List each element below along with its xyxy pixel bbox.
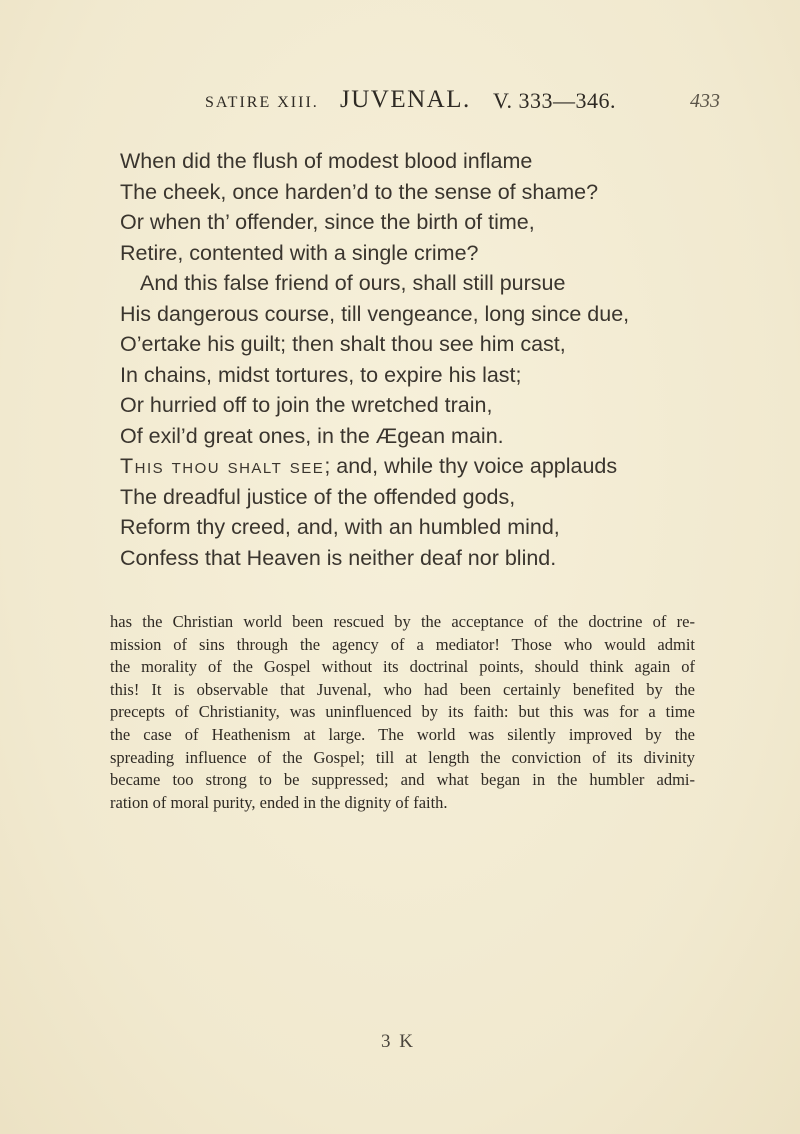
verse-line: And this false friend of ours, shall still pursue <box>140 271 566 295</box>
page-number: 433 <box>690 90 720 112</box>
verse-line: Retire, contented with a single crime? <box>120 240 479 265</box>
verse-line: When did the flush of modest blood inflame <box>120 149 533 173</box>
verse-line: In chains, midst tortures, to expire his last; <box>120 362 522 387</box>
note-line: ration of moral purity, ended in the dignity of faith. <box>110 792 448 812</box>
verse-translation <box>120 146 680 573</box>
note-line: this! It is observable that Juvenal, who had been certainly benefited by the <box>110 679 695 699</box>
verse-line: Reform thy creed, and, with an humbled mind, <box>120 515 560 539</box>
line-range: V. 333—346. <box>493 88 617 113</box>
note-line: became too strong to be suppressed; and what began in the humbler admi- <box>110 770 695 790</box>
verse-line: Or when th’ offender, since the birth of time, <box>120 210 535 234</box>
printer-signature: 3 K <box>381 1031 415 1052</box>
verse-line: Confess that Heaven is neither deaf nor blind. <box>120 545 557 570</box>
commentary-note <box>110 611 695 814</box>
satire-number: SATIRE XIII. <box>205 94 319 111</box>
smallcaps-lead: This thou shalt see <box>120 454 325 478</box>
verse-line <box>120 451 680 482</box>
verse-line: The cheek, once harden’d to the sense of shame? <box>120 179 599 204</box>
author-name: JUVENAL. <box>340 86 471 113</box>
verse-line: Of exil’d great ones, in the Ægean main. <box>120 423 504 448</box>
running-head <box>205 86 720 126</box>
verse-line-rest: ; and, while thy voice applauds <box>324 454 618 478</box>
note-line: the case of Heathenism at large. The world was silently improved by the <box>110 724 695 744</box>
verse-line: O’ertake his guilt; then shalt thou see him cast, <box>120 332 566 356</box>
note-line: has the Christian world been rescued by the acceptance of the doctrine of re- <box>110 612 695 631</box>
note-line: mission of sins through the agency of a mediator! Those who would admit <box>110 634 695 654</box>
verse-line: The dreadful justice of the offended gods, <box>120 484 516 509</box>
verse-line: His dangerous course, till vengeance, long since due, <box>120 301 630 326</box>
verse-line: Or hurried off to join the wretched train, <box>120 393 493 417</box>
note-line: spreading influence of the Gospel; till at length the conviction of its divinity <box>110 747 695 767</box>
note-line: precepts of Christianity, was uninfluenced by its faith: but this was for a time <box>110 702 695 722</box>
note-line: the morality of the Gospel without its doctrinal points, should think again of <box>110 657 695 677</box>
